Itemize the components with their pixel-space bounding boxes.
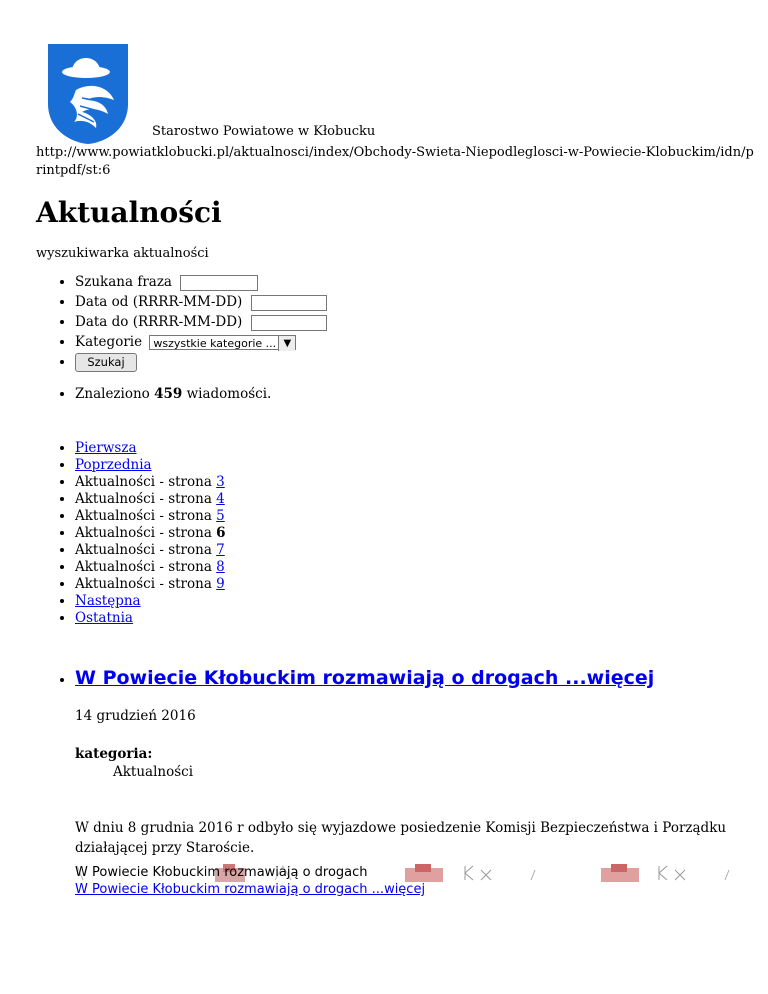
thumbnail-fragment-icon	[601, 864, 639, 882]
news-list	[36, 664, 654, 692]
pager-page-prefix: Aktualności - strona	[75, 542, 212, 558]
results-prefix: Znaleziono	[75, 386, 150, 402]
pager-page-link[interactable]: 8	[216, 559, 225, 575]
pager-item	[75, 593, 226, 610]
pager-page-link[interactable]: 9	[216, 576, 225, 592]
pager-item	[75, 508, 226, 525]
pager-last-link[interactable]: Ostatnia	[75, 610, 133, 626]
pager-item	[75, 440, 226, 457]
coat-of-arms-icon	[46, 42, 130, 146]
pager-page-link[interactable]: 4	[216, 491, 225, 507]
submit-row	[75, 352, 327, 372]
pager-page-prefix: Aktualności - strona	[75, 525, 212, 541]
results-suffix: wiadomości.	[186, 386, 272, 402]
pager-item	[75, 559, 226, 576]
category-row	[75, 332, 327, 352]
pager-page-link[interactable]: 3	[216, 474, 225, 490]
thumbnail-fragment-icon	[461, 864, 497, 882]
results-count	[36, 386, 271, 403]
pager-next-link[interactable]: Następna	[75, 593, 141, 609]
pager-page-prefix: Aktualności - strona	[75, 491, 212, 507]
results-number: 459	[154, 386, 183, 402]
pager-page-prefix: Aktualności - strona	[75, 559, 212, 575]
category-label: Kategorie	[75, 334, 143, 350]
pager-page-prefix: Aktualności - strona	[75, 576, 212, 592]
results-row	[75, 386, 271, 403]
page-url: http://www.powiatklobucki.pl/aktualnosci/index/Obchody-Swieta-Niepodleglosci-w-Powiecie-Klobuckim/idn/printpdf/st:6	[36, 145, 754, 178]
dropdown-arrow-icon: ▼	[278, 336, 295, 351]
date-from-row	[75, 292, 327, 312]
pager-item	[75, 457, 226, 474]
category-select-value: wszystkie kategorie ...	[153, 337, 277, 350]
pager-item	[75, 576, 226, 593]
search-form	[36, 272, 327, 372]
news-title-link[interactable]: W Powiecie Kłobuckim rozmawiają o drogach ...więcej	[75, 667, 655, 689]
news-date: 14 grudzień 2016	[75, 708, 196, 724]
category-select[interactable]	[149, 335, 296, 350]
phrase-row	[75, 272, 327, 292]
thumbnail-fragment-icon	[405, 864, 443, 882]
pager-item	[75, 610, 226, 627]
thumbnail-fragment-icon	[655, 864, 691, 882]
pager-page-link[interactable]: 7	[216, 542, 225, 558]
search-title: wyszukiwarka aktualności	[36, 246, 209, 261]
date-from-label: Data od (RRRR-MM-DD)	[75, 294, 243, 310]
pager-prev-link[interactable]: Poprzednia	[75, 457, 152, 473]
pager-item	[75, 474, 226, 491]
date-to-label: Data do (RRRR-MM-DD)	[75, 314, 243, 330]
pager-first-link[interactable]: Pierwsza	[75, 440, 137, 456]
pager-page-prefix: Aktualności - strona	[75, 508, 212, 524]
search-button[interactable]: Szukaj	[75, 353, 137, 372]
site-name: Starostwo Powiatowe w Kłobucku	[152, 124, 376, 139]
pagination	[36, 440, 226, 627]
date-to-row	[75, 312, 327, 332]
pager-item	[75, 542, 226, 559]
thumbnail-fragment-icon	[529, 864, 537, 882]
news-category-label: kategoria:	[75, 746, 153, 762]
phrase-input[interactable]	[180, 275, 258, 291]
news-lead: W dniu 8 grudnia 2016 r odbyło się wyjazdowe posiedzenie Komisji Bezpieczeństwa i Porządku działającej przy Staroście.	[75, 820, 727, 856]
phrase-label: Szukana fraza	[75, 274, 172, 290]
pager-page-link[interactable]: 5	[216, 508, 225, 524]
thumbnail-fragment-icon	[723, 864, 731, 882]
date-to-input[interactable]	[251, 315, 327, 331]
page-title: Aktualności	[36, 196, 222, 229]
news-more-link[interactable]: W Powiecie Kłobuckim rozmawiają o drogach ...więcej	[75, 882, 426, 897]
pager-current-page: 6	[216, 525, 226, 541]
pager-item	[75, 525, 226, 542]
pager-item	[75, 491, 226, 508]
news-image-strip	[75, 864, 745, 884]
pager-page-prefix: Aktualności - strona	[75, 474, 212, 490]
date-from-input[interactable]	[251, 295, 327, 311]
news-image-alt: W Powiecie Kłobuckim rozmawiają o drogach	[75, 865, 368, 880]
news-item	[75, 664, 654, 692]
news-category-value: Aktualności	[113, 764, 194, 780]
